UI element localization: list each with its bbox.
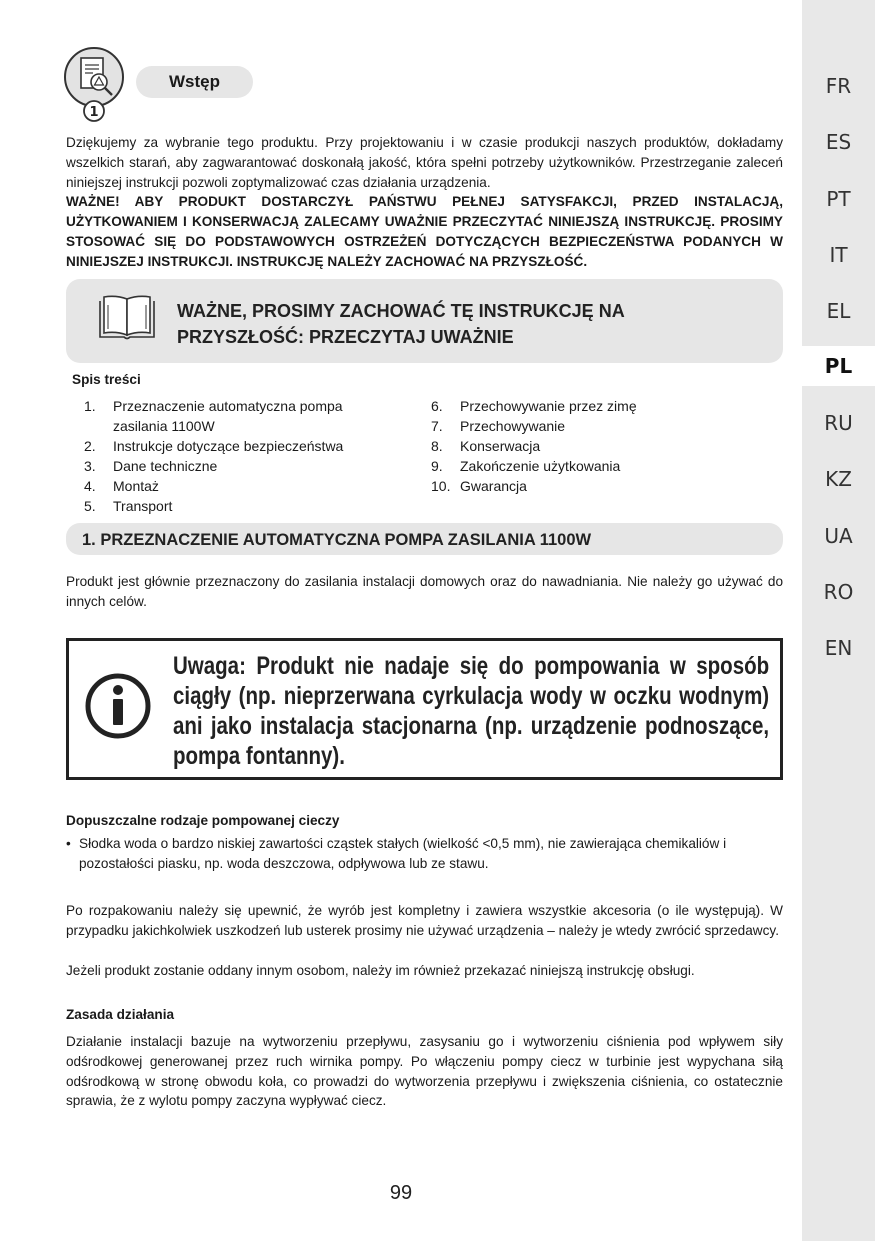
toc-item-number: 6. [431, 398, 443, 414]
lang-kz[interactable]: KZ [825, 467, 852, 491]
principle-heading: Zasada działania [66, 1007, 175, 1022]
bullet-dot: • [66, 836, 71, 851]
toc-item-number: 3. [84, 458, 96, 474]
unpacking-paragraph: Po rozpakowaniu należy się upewnić, że wyrób jest kompletny i zawiera wszystkie akcesoria (o ile występują). W przypadku jakichkolwiek uszkodzeń lub usterek prosimy nie używać urządzenia – należy je wtedy zwrócić sprzedawcy. [66, 903, 783, 938]
toc-left-column [84, 396, 384, 516]
toc-item-number: 10. [431, 478, 451, 494]
toc-title: Spis treści [72, 372, 141, 387]
toc-item[interactable] [84, 496, 384, 516]
section-heading: 1. PRZEZNACZENIE AUTOMATYCZNA POMPA ZASILANIA 1100W [66, 523, 783, 555]
intro-paragraph: Dziękujemy za wybranie tego produktu. Przy projektowaniu i w czasie produkcji naszych produktów, dokładamy wszelkich starań, aby zagwarantować doskonałą jakość, która spełni potrzeby użytkowników. Przestrzeganie zaleceń niniejszej instrukcji pozwoli zoptymalizować czas działania urządzenia. [66, 135, 783, 190]
liquids-bullet-text: Słodka woda o bardzo niskiej zawartości cząstek stałych (wielkość <0,5 mm), nie zawierająca chemikaliów i pozostałości piasku, np. woda deszczowa, odpływowa lub ze stawu. [79, 836, 727, 871]
caution-text: Uwaga: Produkt nie nadaje się do pompowania w sposób ciągły (np. nieprzerwana cyrkulacja wody w oczku wodnym) ani jako instalacja stacjonarna (np. urządzenie podnoszące, pompa fontanny). [173, 652, 770, 770]
handover-paragraph: Jeżeli produkt zostanie oddany innym osobom, należy im również przekazać niniejszą instrukcję obsługi. [66, 963, 695, 978]
important-notice-text [177, 298, 625, 350]
toc-item-label: Transport [113, 498, 173, 514]
important-notice-box [66, 279, 783, 363]
toc-item-number: 9. [431, 458, 443, 474]
lang-fr[interactable]: FR [825, 74, 852, 98]
step-number: 1 [89, 105, 99, 120]
manual-read-icon [63, 47, 127, 123]
important-line-1: WAŻNE, PROSIMY ZACHOWAĆ TĘ INSTRUKCJĘ NA [177, 301, 625, 321]
lang-es[interactable]: ES [825, 130, 852, 154]
toc-item-label: Przeznaczenie automatyczna pompa zasilania 1100W [113, 398, 343, 434]
page-number: 99 [389, 1182, 413, 1204]
language-sidebar [802, 0, 875, 1241]
liquids-bullet [66, 834, 783, 874]
lang-pt[interactable]: PT [826, 187, 851, 211]
toc-item-label: Dane techniczne [113, 458, 218, 474]
toc-item-label: Gwarancja [460, 478, 527, 494]
important-line-2: PRZYSZŁOŚĆ: PRZECZYTAJ UWAŻNIE [177, 327, 514, 347]
toc-item-number: 5. [84, 498, 96, 514]
toc-item-number: 1. [84, 398, 96, 414]
toc-item[interactable] [431, 396, 751, 416]
toc-item-number: 7. [431, 418, 443, 434]
info-icon [83, 671, 153, 741]
toc-item[interactable] [84, 436, 384, 456]
lang-ro[interactable]: RO [823, 580, 854, 604]
toc-item[interactable] [84, 476, 384, 496]
caution-box [66, 638, 783, 780]
toc-item-label: Przechowywanie [460, 418, 566, 434]
toc-item-label: Konserwacja [460, 438, 541, 454]
toc-item[interactable] [84, 456, 384, 476]
toc-item-number: 4. [84, 478, 96, 494]
open-book-icon [96, 293, 158, 345]
section-title-pill: Wstęp [136, 66, 253, 98]
lang-pl-active[interactable]: PL [802, 346, 875, 386]
toc-item-label: Instrukcje dotyczące bezpieczeństwa [113, 438, 344, 454]
lang-it[interactable]: IT [829, 243, 848, 267]
toc-item[interactable] [84, 396, 384, 436]
toc-item-number: 2. [84, 438, 96, 454]
toc-item-label: Przechowywanie przez zimę [460, 398, 637, 414]
toc-item-label: Zakończenie użytkowania [460, 458, 621, 474]
lang-el[interactable]: EL [826, 299, 851, 323]
toc-item[interactable] [431, 456, 751, 476]
lang-ru[interactable]: RU [824, 411, 853, 435]
toc-item[interactable] [431, 476, 751, 496]
intro-warning: WAŻNE! ABY PRODUKT DOSTARCZYŁ PAŃSTWU PEŁNEJ SATYSFAKCJI, PRZED INSTALACJĄ, UŻYTKOWANIEM I KONSERWACJĄ ZALECAMY UWAŻNIE PRZECZYTAĆ NINIEJSZĄ INSTRUKCJĘ. PROSIMY STOSOWAĆ SIĘ DO PODSTAWOWYCH OSTRZEŻEŃ DOTYCZĄCYCH BEZPIECZEŃSTWA PODANYCH W NINIEJSZEJ INSTRUKCJI. INSTRUKCJĘ NALEŻY ZACHOWAĆ NA PRZYSZŁOŚĆ. [66, 194, 783, 269]
intro-text [66, 133, 783, 272]
lang-ua[interactable]: UA [824, 524, 853, 548]
toc-item[interactable] [431, 416, 751, 436]
purpose-paragraph: Produkt jest głównie przeznaczony do zasilania instalacji domowych oraz do nawadniania. Nie należy go używać do innych celów. [66, 574, 783, 609]
toc-item-number: 8. [431, 438, 443, 454]
lang-en[interactable]: EN [824, 636, 853, 660]
toc-item[interactable] [431, 436, 751, 456]
principle-paragraph: Działanie instalacji bazuje na wytworzeniu przepływu, zasysaniu go i wytworzeniu ciśnienia pod wpływem siły odśrodkowej generowanej przez ruch wirnika pompy. Po włączeniu pompy ciecz w turbinie jest wypychana siłą odśrodkową w stronę obwodu koła, co prowadzi do wytworzenia przepływu i zwiększenia ciśnienia, co ostatecznie sprawia, że z wylotu pompy zaczyna wypływać ciecz. [66, 1034, 783, 1109]
toc-item-label: Montaż [113, 478, 159, 494]
toc-right-column [431, 396, 751, 496]
liquids-heading: Dopuszczalne rodzaje pompowanej cieczy [66, 813, 340, 828]
